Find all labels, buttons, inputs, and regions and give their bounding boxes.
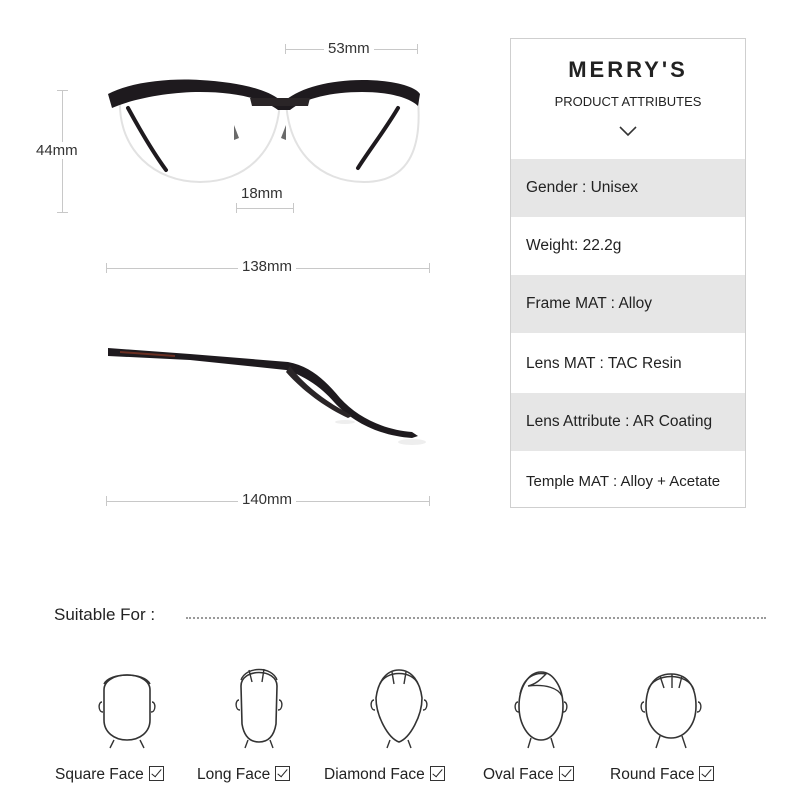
face-label-square: Square Face — [55, 766, 164, 784]
diamond-face-icon — [364, 660, 434, 750]
chevron-down-icon — [619, 125, 637, 137]
face-label-oval: Oval Face — [483, 766, 574, 784]
attribute-row-weight: Weight: 22.2g — [526, 237, 622, 254]
bridge-label: 18mm — [237, 185, 287, 202]
attribute-row-lens-mat: Lens MAT : TAC Resin — [526, 355, 682, 372]
dotted-divider — [186, 617, 766, 619]
face-label-round: Round Face — [610, 766, 714, 784]
attribute-row-gender: Gender : Unisex — [511, 159, 745, 217]
attributes-title: PRODUCT ATTRIBUTES — [554, 94, 702, 109]
suitable-for-title: Suitable For : — [54, 605, 156, 624]
checkbox-checked-icon — [559, 766, 574, 781]
checkbox-checked-icon — [430, 766, 445, 781]
brand-logo: MERRY'S — [568, 57, 688, 82]
attribute-row-frame-mat: Frame MAT : Alloy — [511, 275, 745, 333]
oval-face-icon — [506, 660, 576, 750]
face-label-long: Long Face — [197, 766, 290, 784]
product-attributes-panel — [510, 38, 746, 508]
glasses-front-image — [100, 70, 430, 195]
checkbox-checked-icon — [275, 766, 290, 781]
lens-height-label: 44mm — [32, 142, 82, 159]
round-face-icon — [636, 660, 706, 750]
glasses-side-image — [100, 340, 430, 450]
bridge-line — [236, 208, 294, 209]
square-face-icon — [92, 660, 162, 750]
attribute-row-lens-attribute: Lens Attribute : AR Coating — [511, 393, 745, 451]
frame-width-label: 138mm — [238, 258, 296, 275]
temple-length-label: 140mm — [238, 491, 296, 508]
attribute-row-temple-mat: Temple MAT : Alloy + Acetate — [526, 472, 721, 490]
checkbox-checked-icon — [699, 766, 714, 781]
checkbox-checked-icon — [149, 766, 164, 781]
long-face-icon — [224, 660, 294, 750]
face-label-diamond: Diamond Face — [324, 766, 445, 784]
lens-width-label: 53mm — [324, 40, 374, 57]
